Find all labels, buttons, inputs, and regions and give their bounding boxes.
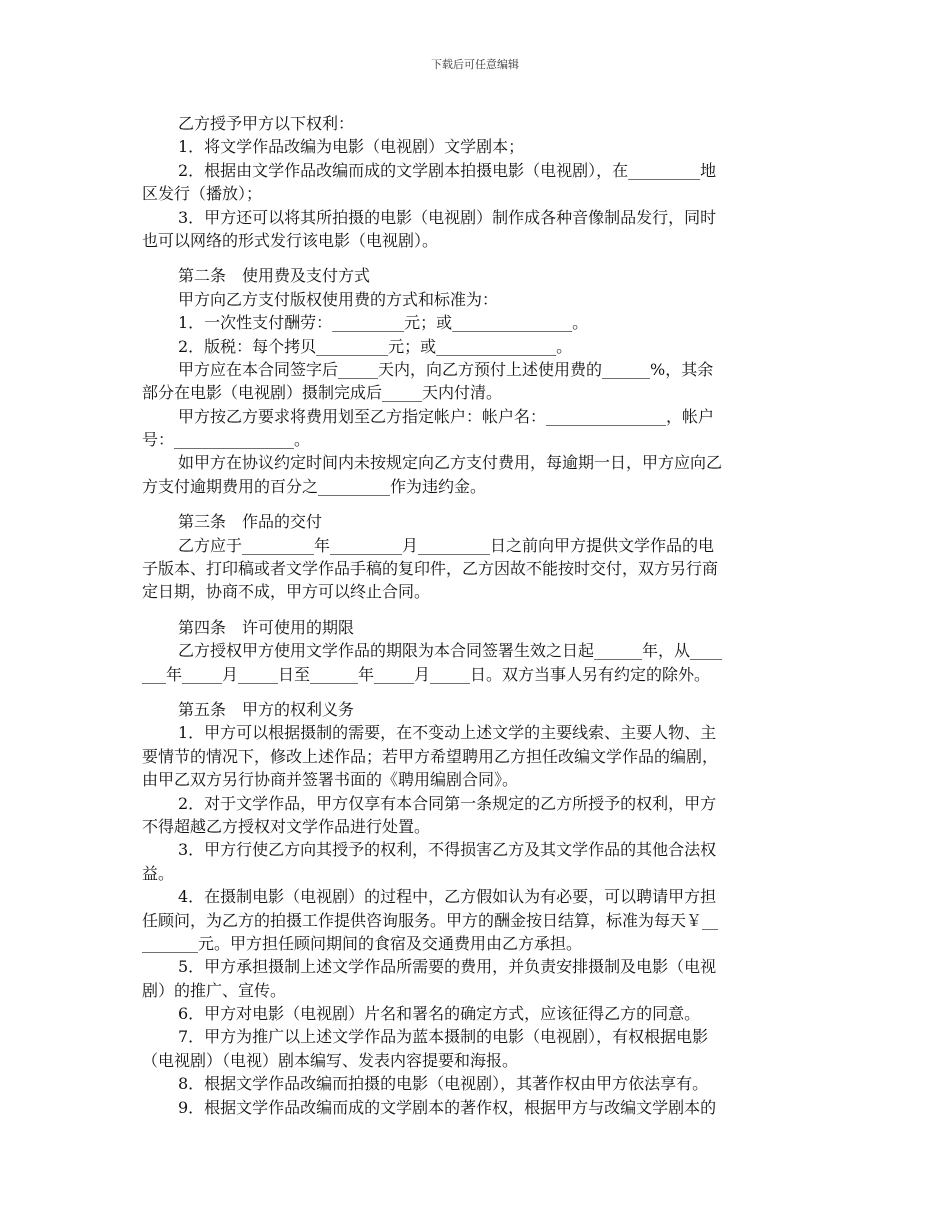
paragraph-line: 剧）的推广、宣传。 [142, 980, 287, 1000]
paragraph-line: 不得超越乙方授权对文学作品进行处置。 [142, 816, 431, 836]
paragraph-line: 2．根据由文学作品改编而成的文学剧本拍摄电影（电视剧），在_________地 [178, 160, 717, 180]
paragraph-line: 由甲乙双方另行协商并签署书面的《聘用编剧合同》。 [142, 770, 519, 790]
section-heading: 第四条 许可使用的期限 [178, 617, 355, 637]
paragraph-line: 部分在电影（电视剧）摄制完成后_____天内付清。 [142, 383, 503, 403]
paragraph-line: 2．对于文学作品，甲方仅享有本合同第一条规定的乙方所授予的权利，甲方 [178, 793, 717, 813]
section-heading: 第二条 使用费及支付方式 [178, 266, 371, 286]
paragraph-line: 6．甲方对电影（电视剧）片名和署名的确定方式，应该征得乙方的同意。 [178, 1004, 701, 1024]
contract-body [142, 112, 812, 1119]
paragraph-line: _______元。甲方担任顾问期间的食宿及交通费用由乙方承担。 [142, 933, 583, 953]
paragraph-line: 甲方向乙方支付版权使用费的方式和标准为： [178, 289, 499, 309]
paragraph-line: 5．甲方承担摄制上述文学作品所需要的费用，并负责安排摄制及电影（电视 [178, 957, 717, 977]
paragraph-line: 任顾问，为乙方的拍摄工作提供咨询服务。甲方的酬金按日结算，标准为每天￥__ [142, 910, 719, 930]
paragraph-line: 9．根据文学作品改编而成的文学剧本的著作权，根据甲方与改编文学剧本的 [178, 1097, 717, 1117]
paragraph-line: 也可以网络的形式发行该电影（电视剧）。 [142, 230, 439, 250]
paragraph-line: 乙方应于_________年_________月_________日之前向甲方提供文学作品的电 [178, 535, 715, 555]
section-heading: 第五条 甲方的权利义务 [178, 699, 355, 719]
paragraph-line: 要情节的情况下，修改上述作品；若甲方希望聘用乙方担任改编文学作品的编剧， [142, 746, 719, 766]
paragraph-line: ___年_____月_____日至______年_____月_____日。双方当事人另有约定的除外。 [142, 664, 711, 684]
paragraph-line: 方支付逾期费用的百分之_________作为违约金。 [142, 476, 487, 496]
paragraph-line: 1．甲方可以根据摄制的需要，在不变动上述文学的主要线索、主要人物、主 [178, 723, 717, 743]
paragraph-line: 3．甲方还可以将其所拍摄的电影（电视剧）制作成各种音像制品发行，同时 [178, 207, 717, 227]
paragraph-line: 乙方授予甲方以下权利： [178, 114, 355, 133]
paragraph-line: 4．在摄制电影（电视剧）的过程中，乙方假如认为有必要，可以聘请甲方担 [178, 887, 717, 907]
paragraph-line: 区发行（播放）； [142, 184, 263, 204]
paragraph-line: 如甲方在协议约定时间内未按规定向乙方支付费用，每逾期一日，甲方应向乙 [178, 453, 723, 473]
paragraph-line: 1．一次性支付酬劳：_________元；或_______________。 [178, 313, 589, 333]
paragraph-line: （电视剧）（电视）剧本编写、发表内容提要和海报。 [142, 1050, 519, 1070]
paragraph-line: 定日期，协商不成，甲方可以终止合同。 [142, 582, 431, 602]
paragraph-line: 子版本、打印稿或者文学作品手稿的复印件，乙方因故不能按时交付，双方另行商 [142, 559, 719, 579]
section-heading: 第三条 作品的交付 [178, 512, 323, 532]
paragraph-line: 1．将文学作品改编为电影（电视剧）文学剧本； [178, 137, 525, 157]
paragraph-line: 2．版税：每个拷贝_________元；或_______________。 [178, 336, 573, 356]
paragraph-line: 乙方授权甲方使用文学作品的期限为本合同签署生效之日起______年，从____ [178, 641, 723, 661]
paragraph-line: 8．根据文学作品改编而拍摄的电影（电视剧），其著作权由甲方依法享有。 [178, 1074, 709, 1094]
paragraph-line: 号：_______________。 [142, 430, 311, 450]
paragraph-line: 甲方应在本合同签字后_____天内，向乙方预付上述使用费的______%，其余 [178, 359, 714, 379]
paragraph-line: 甲方按乙方要求将费用划至乙方指定帐户：帐户名：_______________，帐户 [178, 406, 715, 426]
paragraph-line: 益。 [142, 863, 175, 883]
paragraph-line: 3．甲方行使乙方向其授予的权利，不得损害乙方及其文学作品的其他合法权 [178, 840, 717, 860]
paragraph-line: 7．甲方为推广以上述文学作品为蓝本摄制的电影（电视剧），有权根据电影 [178, 1027, 709, 1047]
page-header: 下载后可任意编辑 [431, 58, 519, 71]
